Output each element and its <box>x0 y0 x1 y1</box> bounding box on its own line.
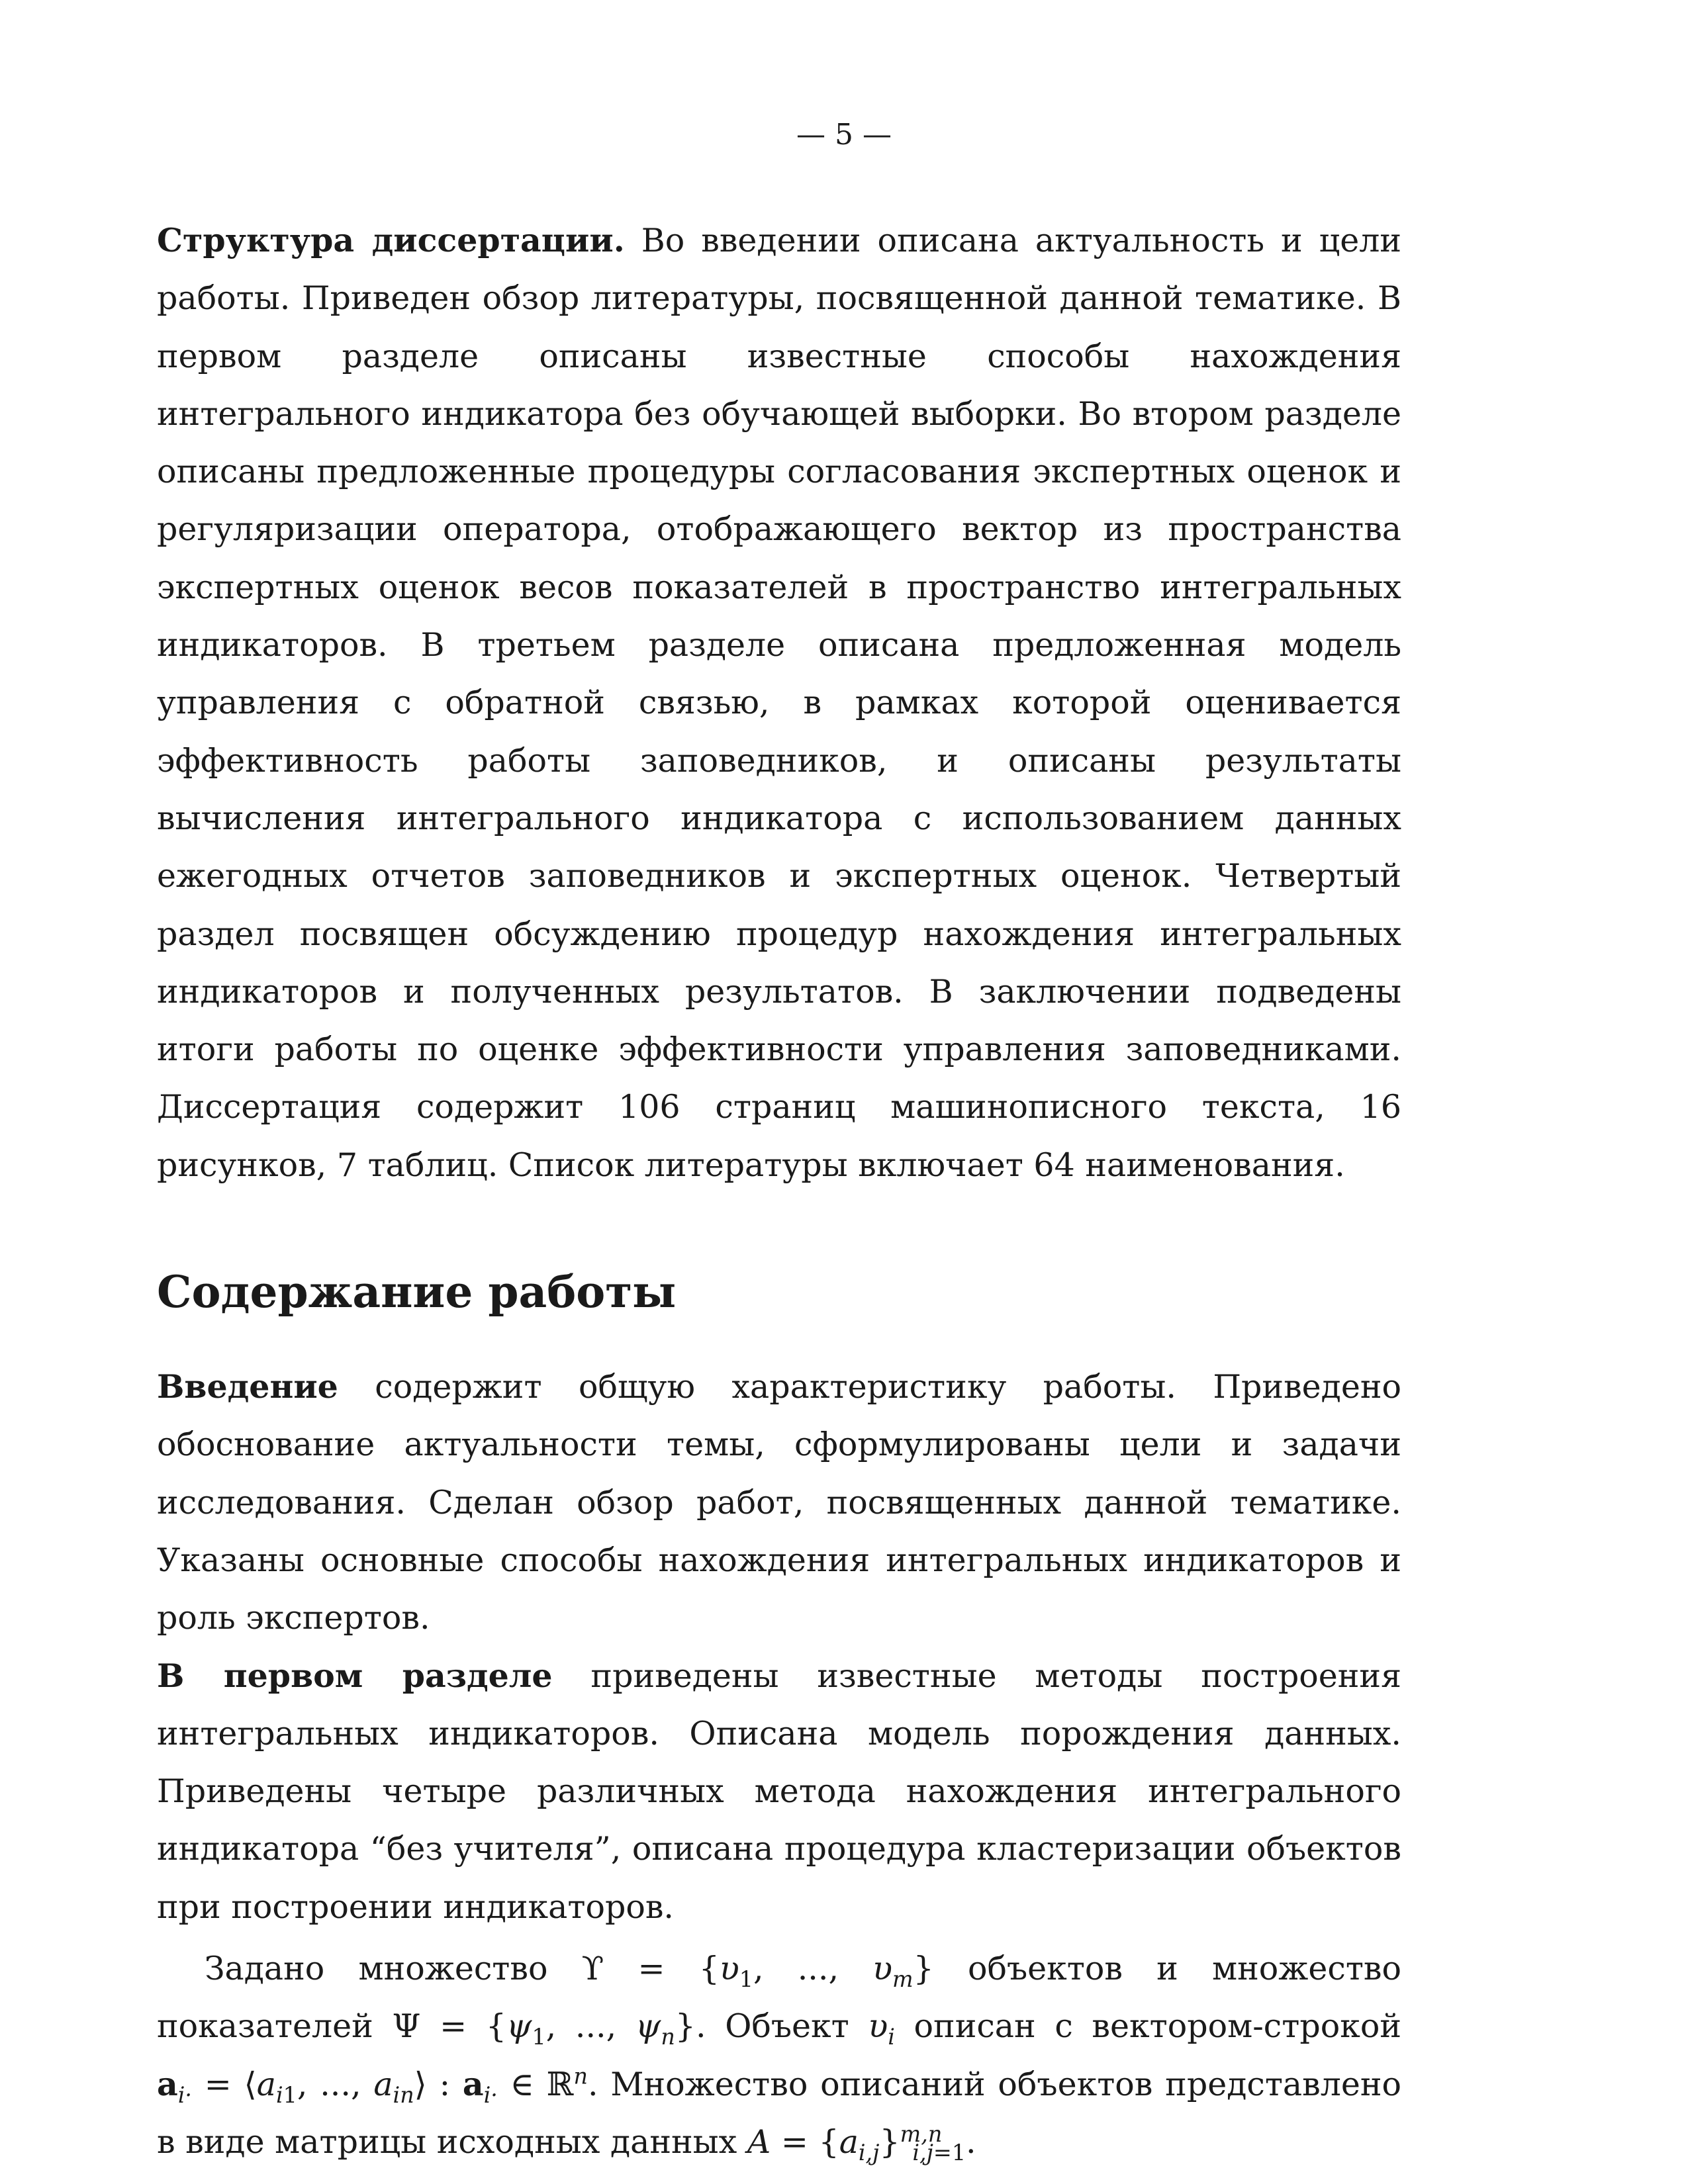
structure-text: Во введении описана актуальность и цели работы. Приведен обзор литературы, посвященной данной тематике. В первом разделе описаны известные способы нахождения интегрального индикатора без обучающей выборки. Во втором разделе описаны предложенные процедуры согласования экспертных оценок и регуляризации оператора, отображающего вектор из пространства экспертных оценок весов показателей в пространство интегральных индикаторов. В третьем разделе описана предложенная модель управления с обратной связью, в рамках которой оценивается эффективность работы заповедников, и описаны результаты вычисления интегрального индикатора с использованием данных ежегодных отчетов заповедников и экспертных оценок. Четвертый раздел посвящен обсуждению процедур нахождения интегральных индикаторов и полученных результатов. В заключении подведены итоги работы по оценке эффективности управления заповедниками. Диссертация содержит 106 страниц машинописного текста, 16 рисунков, 7 таблиц. Список литературы включает 64 наименования. <box>157 222 1402 1184</box>
structure-paragraph <box>157 212 1401 1194</box>
intro-lead: Введение <box>157 1367 338 1406</box>
definition-text-3: . Объект <box>695 2007 868 2046</box>
definition-text-1: Задано множество <box>205 1950 582 1988</box>
math-data-matrix: $A = \{a_{i,j}\}^{m,n}_{i,j=1}$. <box>747 2120 976 2165</box>
math-object-set: $ϒ = \{\upsilon_1$, ..., $\upsilon_m$} <box>581 1950 934 1992</box>
definition-text-2: объектов и множество показателей <box>157 1950 1402 2046</box>
intro-text: содержит общую характеристику работы. Приведено обоснование актуальности темы, сформулированы цели и задачи исследования. Сделан обзор работ, посвященных данной тематике. Указаны основные способы нахождения интегральных индикаторов и роль экспертов. <box>157 1368 1401 1637</box>
definition-text-5: Множество описаний объектов представлено в виде матрицы исходных данных <box>157 2065 1402 2161</box>
math-object-i: $\upsilon_i$ <box>868 2007 895 2050</box>
page-number: — 5 — <box>796 118 892 152</box>
math-feature-set: $\Psi = \{\psi_1$, ..., $\psi_n$} <box>392 2007 696 2050</box>
first-section-text: приведены известные методы построения интегральных индикаторов. Описана модель порождения данных. Приведены четыре различных метода нахождения интегрального индикатора “без учителя”, описана процедура кластеризации объектов при построении индикаторов. <box>157 1657 1401 1926</box>
section-title: Содержание работы <box>157 1266 677 1318</box>
page-body <box>157 212 1401 2171</box>
intro-paragraph <box>157 1358 1401 1647</box>
first-section-lead: В первом разделе <box>157 1656 553 1695</box>
math-vector-space: $a_{i\cdot}$ ∈ ℝ$^n$. <box>462 2063 598 2108</box>
definition-text-4: описан с вектором-строкой <box>894 2007 1401 2046</box>
definition-paragraph <box>157 1940 1401 2171</box>
math-row-vector: $a_{i\cdot}$ = $⟨a_{i1}$, ..., $a_{in}⟩$ : <box>157 2064 451 2108</box>
first-section-paragraph <box>157 1647 1401 1936</box>
structure-lead: Структура диссертации. <box>157 221 625 259</box>
